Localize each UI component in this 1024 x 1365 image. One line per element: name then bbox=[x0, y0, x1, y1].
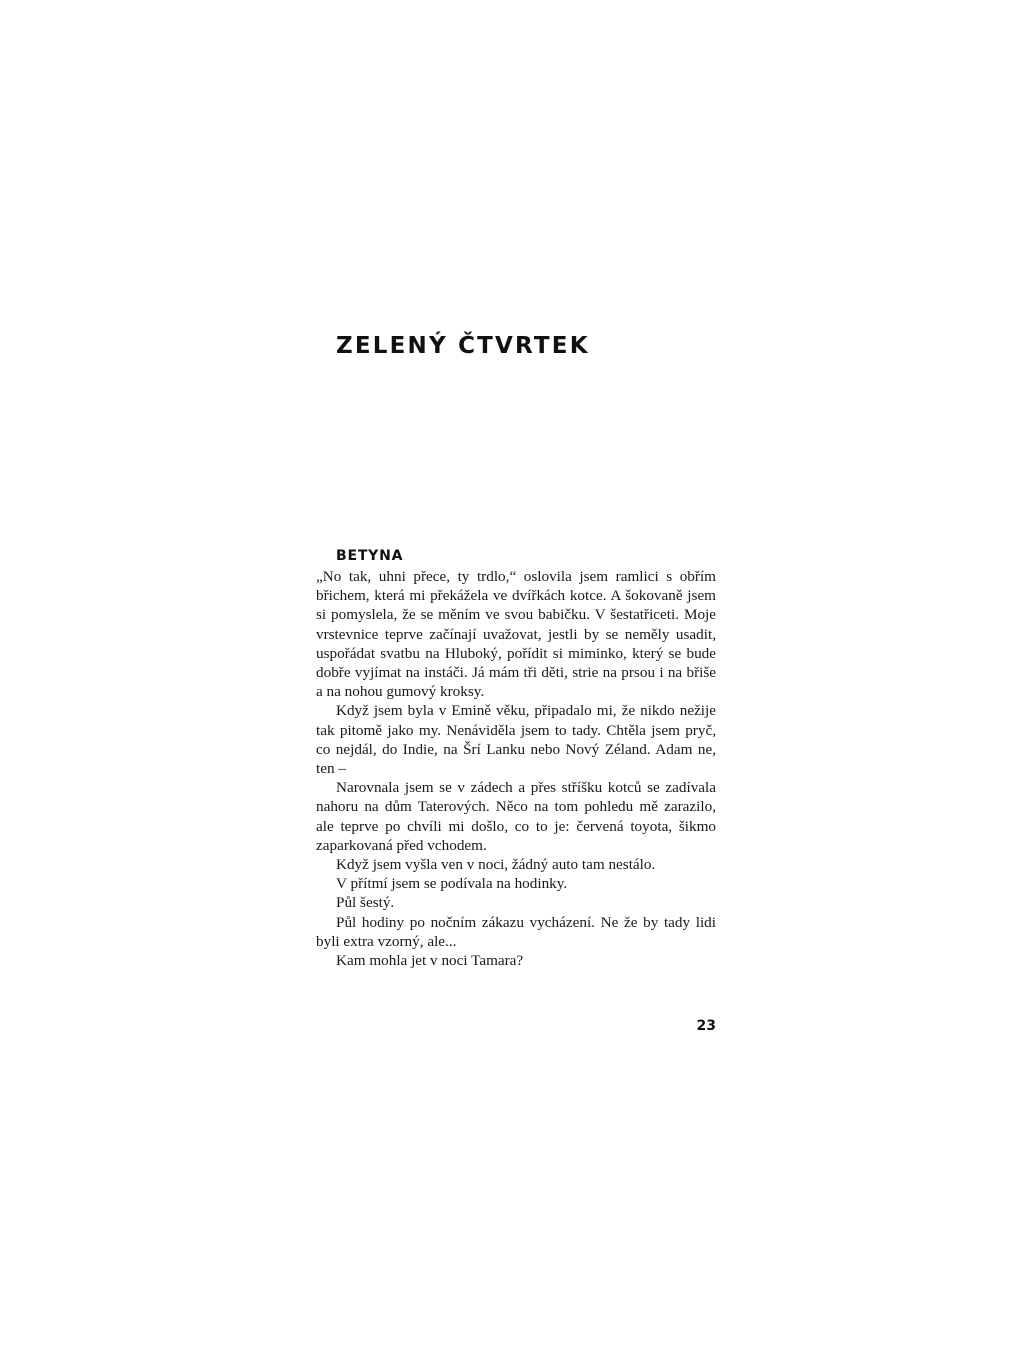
paragraph: „No tak, uhni přece, ty trdlo,“ oslovila jsem ramlici s obřím břichem, která mi překážela ve dvířkách kotce. A šokovaně jsem si pomyslela, že se měním ve svou babičku. V šestatřiceti. Moje vrstevnice teprve začínají uvažovat, jestli by se neměly usadit, uspořádat svatbu na Hluboký, pořídit si miminko, který se bude dobře vyjímat na instáči. Já mám tři děti, strie na prsou i na břiše a na nohou gumový kroksy. bbox=[316, 568, 716, 701]
paragraph: Narovnala jsem se v zádech a přes stříšku kotců se zadívala nahoru na dům Taterových. Něco na tom pohledu mě zarazilo, ale teprve po chvíli mi došlo, co to je: červená toyota, šikmo zaparkovaná před vchodem. bbox=[316, 779, 716, 854]
chapter-title: ZELENÝ ČTVRTEK bbox=[336, 333, 590, 359]
paragraph: Když jsem vyšla ven v noci, žádný auto tam nestálo. bbox=[336, 856, 656, 874]
chapter-body-text bbox=[316, 567, 716, 970]
paragraph: V přítmí jsem se podívala na hodinky. bbox=[336, 875, 568, 893]
paragraph: Kam mohla jet v noci Tamara? bbox=[336, 952, 524, 970]
paragraph: Půl šestý. bbox=[336, 894, 395, 912]
section-speaker-heading: BETYNA bbox=[336, 548, 404, 564]
paragraph: Když jsem byla v Emině věku, připadalo mi, že nikdo nežije tak pitomě jako my. Nenáviděla jsem to tady. Chtěla jsem pryč, co nejdál, do Indie, na Šrí Lanku nebo Nový Zéland. Adam ne, ten – bbox=[316, 702, 716, 778]
page-number: 23 bbox=[696, 1018, 716, 1034]
paragraph: Půl hodiny po nočním zákazu vycházení. Ne že by tady lidi byli extra vzorný, ale... bbox=[316, 913, 716, 950]
